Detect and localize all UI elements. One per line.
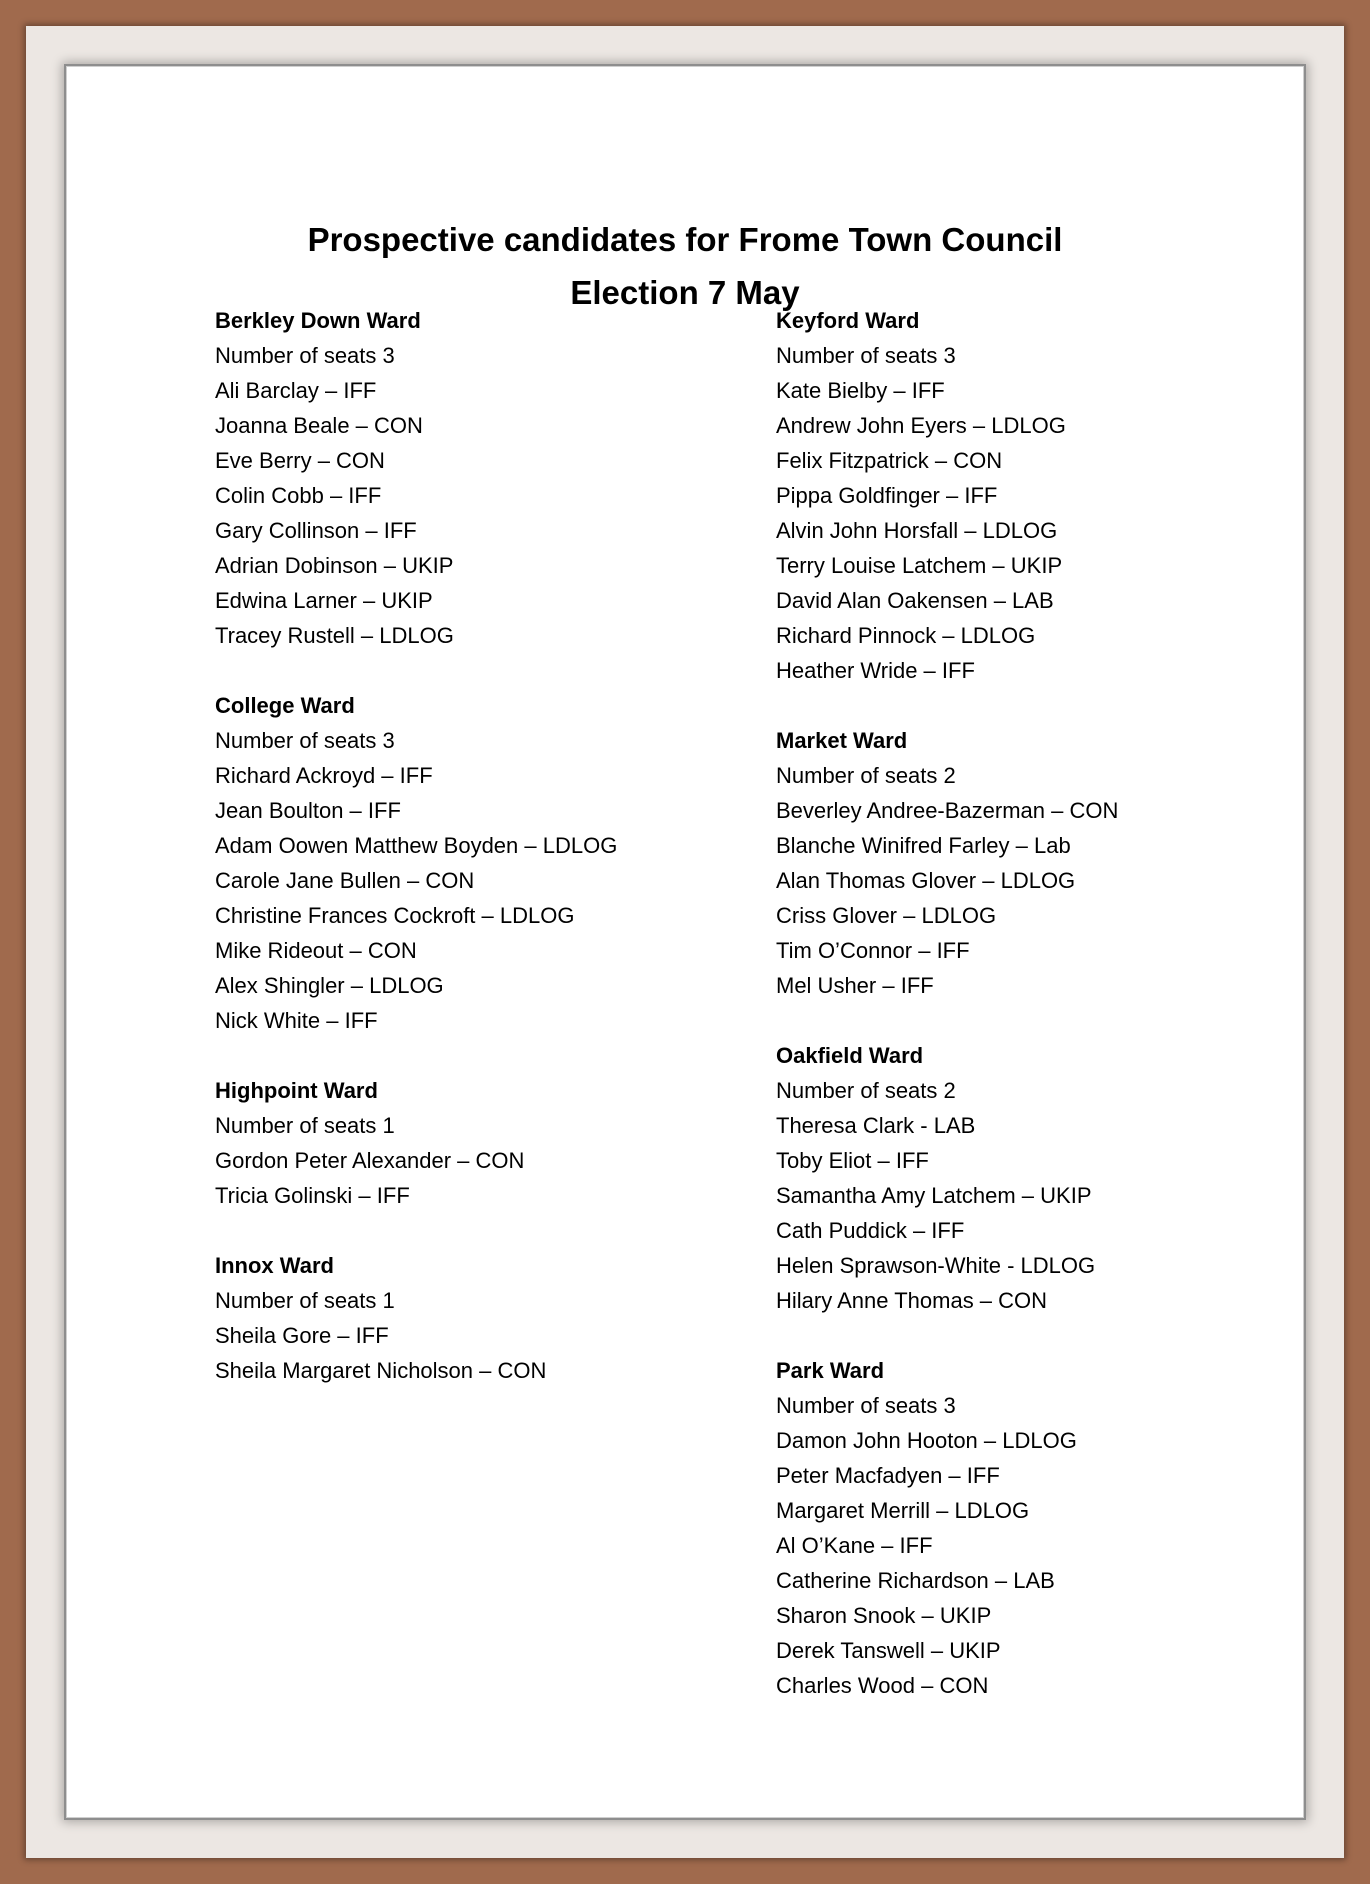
ward-section [215,1073,735,1213]
candidate-entry: Sharon Snook – UKIP [776,1603,992,1628]
candidate-entry: Carole Jane Bullen – CON [215,868,475,893]
candidate-entry: Charles Wood – CON [776,1673,989,1698]
candidate-entry: Pippa Goldfinger – IFF [776,483,998,508]
candidate-entry: Mike Rideout – CON [215,938,417,963]
candidate-entry: Helen Sprawson-White - LDLOG [776,1253,1096,1278]
candidate-entry: Peter Macfadyen – IFF [776,1463,1000,1488]
candidate-entry: Tim O’Connor – IFF [776,938,970,963]
candidate-entry: Andrew John Eyers – LDLOG [776,413,1066,438]
ward-section [215,688,735,1038]
ward-name: Market Ward [776,728,908,753]
seat-count: Number of seats 3 [776,343,956,368]
candidate-entry: Colin Cobb – IFF [215,483,382,508]
candidate-entry: Margaret Merrill – LDLOG [776,1498,1030,1523]
candidate-entry: Gordon Peter Alexander – CON [215,1148,525,1173]
candidate-entry: Alex Shingler – LDLOG [215,973,444,998]
ward-section [776,723,1296,1003]
ward-name: Park Ward [776,1358,885,1383]
ward-name: Highpoint Ward [215,1078,378,1103]
candidate-entry: Mel Usher – IFF [776,973,934,998]
ward-section [215,303,735,653]
ward-section [776,303,1296,688]
document-title: Prospective candidates for Frome Town Council [307,221,1063,258]
candidate-entry: Jean Boulton – IFF [215,798,401,823]
candidate-entry: Criss Glover – LDLOG [776,903,997,928]
candidate-entry: Richard Pinnock – LDLOG [776,623,1036,648]
candidate-entry: David Alan Oakensen – LAB [776,588,1054,613]
candidate-entry: Adrian Dobinson – UKIP [215,553,454,578]
ward-name: Innox Ward [215,1253,334,1278]
candidate-entry: Nick White – IFF [215,1008,378,1033]
candidate-entry: Kate Bielby – IFF [776,378,945,403]
document-page [66,66,1304,1818]
candidate-entry: Eve Berry – CON [215,448,385,473]
candidate-entry: Terry Louise Latchem – UKIP [776,553,1063,578]
candidate-entry: Alvin John Horsfall – LDLOG [776,518,1058,543]
candidate-entry: Tricia Golinski – IFF [215,1183,410,1208]
seat-count: Number of seats 3 [776,1393,956,1418]
seat-count: Number of seats 2 [776,1078,956,1103]
ward-name: Keyford Ward [776,308,920,333]
candidate-entry: Blanche Winifred Farley – Lab [776,833,1071,858]
candidate-entry: Cath Puddick – IFF [776,1218,965,1243]
candidate-entry: Sheila Margaret Nicholson – CON [215,1358,547,1383]
candidate-entry: Derek Tanswell – UKIP [776,1638,1001,1663]
candidate-entry: Joanna Beale – CON [215,413,423,438]
document-subtitle: Election 7 May [570,274,800,311]
ward-name: Oakfield Ward [776,1043,924,1068]
candidate-entry: Edwina Larner – UKIP [215,588,433,613]
ward-section [215,1248,735,1388]
picture-frame [26,26,1344,1858]
candidate-entry: Damon John Hooton – LDLOG [776,1428,1077,1453]
candidate-entry: Ali Barclay – IFF [215,378,377,403]
candidate-entry: Sheila Gore – IFF [215,1323,389,1348]
candidate-entry: Alan Thomas Glover – LDLOG [776,868,1076,893]
ward-name: College Ward [215,693,355,718]
seat-count: Number of seats 3 [215,343,395,368]
candidate-entry: Richard Ackroyd – IFF [215,763,433,788]
ward-section [776,1353,1296,1703]
seat-count: Number of seats 2 [776,763,956,788]
candidate-entry: Catherine Richardson – LAB [776,1568,1055,1593]
candidate-entry: Felix Fitzpatrick – CON [776,448,1003,473]
candidate-entry: Tracey Rustell – LDLOG [215,623,454,648]
candidate-entry: Adam Oowen Matthew Boyden – LDLOG [215,833,618,858]
candidate-entry: Toby Eliot – IFF [776,1148,929,1173]
candidate-entry: Hilary Anne Thomas – CON [776,1288,1048,1313]
ward-name: Berkley Down Ward [215,308,421,333]
seat-count: Number of seats 1 [215,1113,395,1138]
ward-section [776,1038,1296,1318]
candidate-entry: Heather Wride – IFF [776,658,975,683]
candidate-entry: Beverley Andree-Bazerman – CON [776,798,1119,823]
left-column [215,303,735,1423]
right-column [776,303,1296,1738]
candidate-entry: Samantha Amy Latchem – UKIP [776,1183,1092,1208]
seat-count: Number of seats 3 [215,728,395,753]
candidate-entry: Christine Frances Cockroft – LDLOG [215,903,575,928]
candidate-entry: Theresa Clark - LAB [776,1113,976,1138]
candidate-entry: Gary Collinson – IFF [215,518,417,543]
seat-count: Number of seats 1 [215,1288,395,1313]
candidate-entry: Al O’Kane – IFF [776,1533,933,1558]
